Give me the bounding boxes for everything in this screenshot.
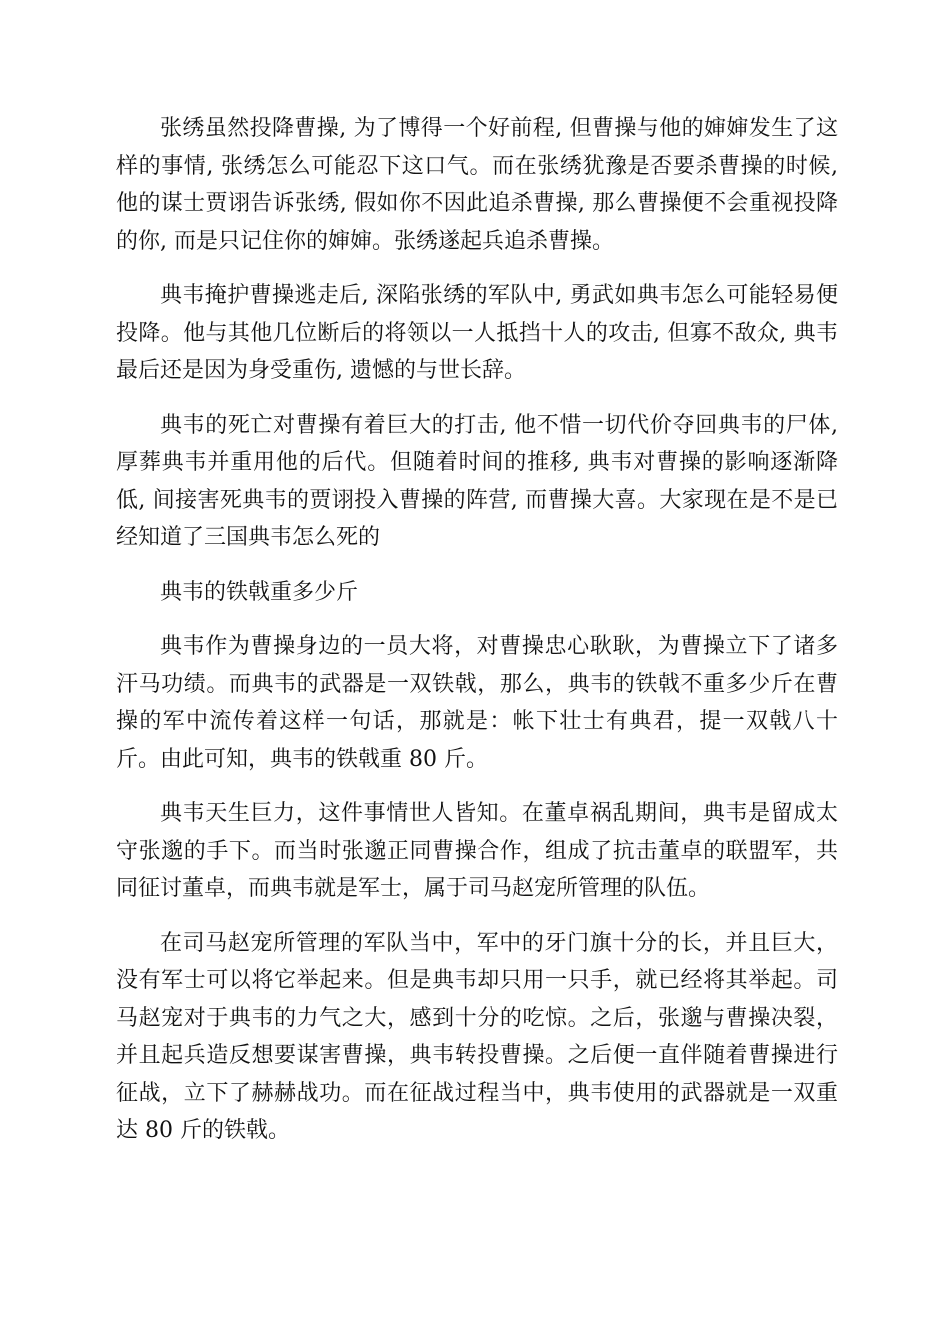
document-body <box>116 110 838 1150</box>
paragraph-3: 典韦的死亡对曹操有着巨大的打击, 他不惜一切代价夺回典韦的尸体, 厚葬典韦并重用他的后代。但随着时间的推移, 典韦对曹操的影响逐渐降低, 间接害死典韦的贾诩投入曹操的阵营, 而曹操大喜。大家现在是不是已经知道了三国典韦怎么死的 <box>116 412 838 550</box>
section-heading: 典韦的铁戟重多少斤 <box>160 579 359 605</box>
paragraph-1: 张绣虽然投降曹操, 为了博得一个好前程, 但曹操与他的婶婶发生了这样的事情, 张绣怎么可能忍下这口气。而在张绣犹豫是否要杀曹操的时候, 他的谋士贾诩告诉张绣, 假如你不因此追杀曹操, 那么曹操便不会重视投降的你, 而是只记住你的婶婶。张绣遂起兵追杀曹操。 <box>116 116 838 254</box>
paragraph-2: 典韦掩护曹操逃走后, 深陷张绣的军队中, 勇武如典韦怎么可能轻易便投降。他与其他几位断后的将领以一人抵挡十人的攻击, 但寡不敌众, 典韦最后还是因为身受重伤, 遗憾的与世长辞。 <box>116 283 838 383</box>
paragraph-5: 典韦天生巨力，这件事情世人皆知。在董卓祸乱期间，典韦是留成太守张邈的手下。而当时张邈正同曹操合作，组成了抗击董卓的联盟军，共同征讨董卓，而典韦就是军士，属于司马赵宠所管理的队伍。 <box>116 801 838 901</box>
paragraph-4: 典韦作为曹操身边的一员大将，对曹操忠心耿耿，为曹操立下了诸多汗马功绩。而典韦的武器是一双铁戟，那么，典韦的铁戟不重多少斤在曹操的军中流传着这样一句话，那就是：帐下壮士有典君，提一双戟八十斤。由此可知，典韦的铁戟重 80 斤。 <box>116 634 838 772</box>
paragraph-6: 在司马赵宠所管理的军队当中，军中的牙门旗十分的长，并且巨大，没有军士可以将它举起来。但是典韦却只用一只手，就已经将其举起。司马赵宠对于典韦的力气之大，感到十分的吃惊。之后，张邈与曹操决裂，并且起兵造反想要谋害曹操，典韦转投曹操。之后便一直伴随着曹操进行征战，立下了赫赫战功。而在征战过程当中，典韦使用的武器就是一双重达 80 斤的铁戟。 <box>116 930 838 1143</box>
